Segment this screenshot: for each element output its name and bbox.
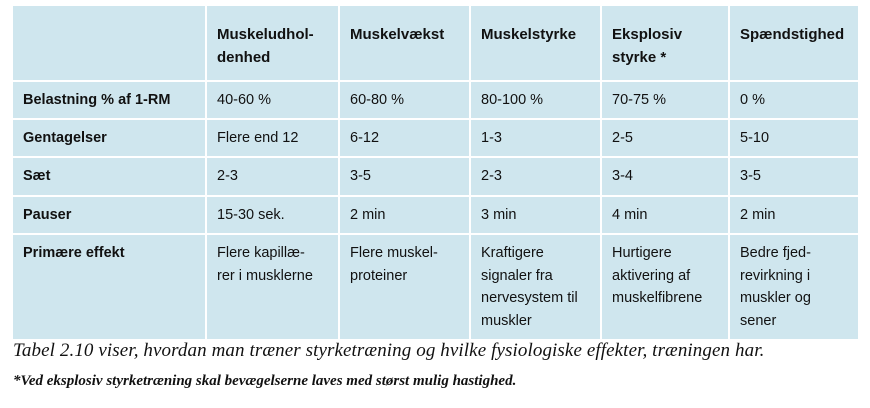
cell-line: signaler fra xyxy=(481,267,553,284)
table-cell xyxy=(601,196,729,234)
row-header-saet: Sæt xyxy=(13,157,206,195)
column-header-muskelstyrke xyxy=(470,6,601,81)
cell-line: 2-3 xyxy=(481,168,502,185)
column-header-line: styrke * xyxy=(612,49,667,67)
cell-line: Bedre fjed- xyxy=(740,245,811,262)
cell-line: Flere end 12 xyxy=(217,129,299,146)
table-cell xyxy=(206,196,339,234)
cell-line: muskler xyxy=(481,312,532,329)
table-grid xyxy=(13,6,858,339)
table-body xyxy=(13,81,858,340)
row-header-gentagelser: Gentagelser xyxy=(13,119,206,157)
cell-line: 2 min xyxy=(350,206,386,223)
row-header-pauser: Pauser xyxy=(13,196,206,234)
table-cell xyxy=(206,81,339,119)
table-row xyxy=(13,196,858,234)
cell-line: 4 min xyxy=(612,206,648,223)
cell-line: 1-3 xyxy=(481,129,502,146)
cell-line: 6-12 xyxy=(350,129,380,146)
cell-line: sener xyxy=(740,312,777,329)
table-cell xyxy=(339,196,470,234)
cell-line: Hurtigere xyxy=(612,245,672,262)
column-header-line: Muskelvækst xyxy=(350,26,445,43)
row-header-belastning: Belastning % af 1-RM xyxy=(13,81,206,119)
table-cell xyxy=(601,119,729,157)
column-header-spaendstighed xyxy=(729,6,858,81)
cell-line: 60-80 % xyxy=(350,91,405,108)
cell-line: proteiner xyxy=(350,267,408,284)
cell-line: aktivering af xyxy=(612,267,691,284)
table-cell xyxy=(339,234,470,339)
table-footnote: *Ved eksplosiv styrketræning skal bevægelserne laves med størst mulig hastighed. xyxy=(13,373,517,389)
cell-line: 2 min xyxy=(740,206,776,223)
column-header-line: Muskelstyrke xyxy=(481,26,577,43)
column-header-line: Muskeludhol- xyxy=(217,26,314,43)
table-cell xyxy=(339,157,470,195)
table-cell xyxy=(470,157,601,195)
column-header-line: Spændstighed xyxy=(740,26,845,43)
cell-line: 3-5 xyxy=(350,168,371,185)
cell-line: 80-100 % xyxy=(481,91,544,108)
cell-line: rer i musklerne xyxy=(217,267,313,284)
table-cell xyxy=(601,81,729,119)
cell-line: 3-4 xyxy=(612,168,633,185)
table-header xyxy=(13,6,858,81)
cell-line: revirkning i xyxy=(740,267,811,284)
column-header-eksplosiv-styrke xyxy=(601,6,729,81)
table-cell xyxy=(729,196,858,234)
table-corner-cell xyxy=(13,6,206,81)
cell-line: 40-60 % xyxy=(217,91,272,108)
table-cell xyxy=(729,81,858,119)
table-row xyxy=(13,119,858,157)
cell-line: Flere kapillæ- xyxy=(217,245,305,262)
training-parameters-table xyxy=(13,6,858,329)
table-cell xyxy=(729,234,858,339)
cell-line: 3 min xyxy=(481,206,517,223)
column-header-muskelvaekst xyxy=(339,6,470,81)
table-row xyxy=(13,157,858,195)
table-row xyxy=(13,81,858,119)
table-cell xyxy=(206,234,339,339)
table-cell xyxy=(470,234,601,339)
cell-line: 15-30 sek. xyxy=(217,206,285,223)
table-cell xyxy=(339,81,470,119)
table-cell xyxy=(206,119,339,157)
cell-line: 5-10 xyxy=(740,129,770,146)
table-caption: Tabel 2.10 viser, hvordan man træner styrketræning og hvilke fysiologiske effekter, træningen har. xyxy=(13,340,765,361)
cell-line: 2-3 xyxy=(217,168,238,185)
cell-line: muskler og xyxy=(740,290,811,307)
cell-line: Flere muskel- xyxy=(350,245,438,262)
table-row xyxy=(13,234,858,339)
cell-line: muskelfibrene xyxy=(612,290,703,307)
column-header-muskeludholdenhed xyxy=(206,6,339,81)
table-cell xyxy=(601,234,729,339)
column-header-line: denhed xyxy=(217,49,271,67)
row-header-primaere-effekt: Primære effekt xyxy=(13,234,206,339)
cell-line: 70-75 % xyxy=(612,91,667,108)
table-cell xyxy=(339,119,470,157)
cell-line: 0 % xyxy=(740,91,765,108)
cell-line: nervesystem til xyxy=(481,290,578,307)
cell-line: 2-5 xyxy=(612,129,633,146)
column-header-line: Eksplosiv xyxy=(612,26,683,43)
table-header-row xyxy=(13,6,858,81)
table-cell xyxy=(470,81,601,119)
table-cell xyxy=(206,157,339,195)
table-cell xyxy=(470,119,601,157)
table-cell xyxy=(601,157,729,195)
table-cell xyxy=(729,119,858,157)
table-cell xyxy=(729,157,858,195)
table-cell xyxy=(470,196,601,234)
cell-line: Kraftigere xyxy=(481,245,544,262)
cell-line: 3-5 xyxy=(740,168,761,185)
